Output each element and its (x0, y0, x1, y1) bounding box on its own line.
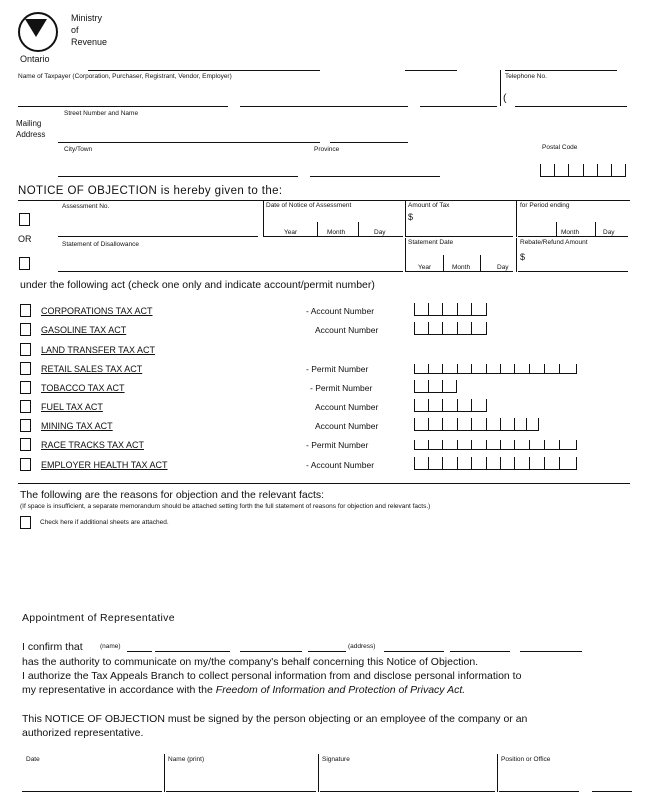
statement-date-field[interactable] (405, 271, 513, 272)
representative-address-field[interactable] (384, 651, 444, 652)
gasoline-act-label: GASOLINE TAX ACT (41, 325, 127, 335)
privacy-act-name: Freedom of Information and Protection of Privacy Act. (215, 684, 466, 696)
retail-sales-checkbox[interactable] (20, 362, 31, 375)
period-month-label: Month (561, 229, 580, 236)
assessment-checkbox[interactable] (19, 213, 30, 226)
additional-sheets-checkbox[interactable] (20, 516, 31, 529)
race-tracks-number-boxes[interactable] (414, 437, 577, 450)
address-hint: (address) (348, 643, 376, 650)
or-label: OR (18, 234, 32, 244)
period-ending-label: for Period ending (520, 202, 570, 209)
amount-of-tax-label: Amount of Tax (408, 202, 450, 209)
employer-health-act-label: EMPLOYER HEALTH TAX ACT (41, 460, 168, 470)
city-field[interactable] (58, 176, 298, 177)
under-act-instruction: under the following act (check one only and indicate account/permit number) (20, 279, 375, 291)
postal-code-boxes[interactable] (540, 164, 626, 177)
refund-amount-field[interactable] (518, 271, 628, 272)
city-label: City/Town (64, 146, 93, 153)
disallowance-label: Statement of Disallowance (62, 241, 139, 248)
ministry-line-2: of (71, 25, 79, 35)
mining-act-label: MINING TAX ACT (41, 421, 113, 431)
mining-number-boxes[interactable] (414, 418, 539, 431)
statement-year-label: Year (418, 264, 432, 271)
notice-month-label: Month (327, 229, 346, 236)
retail-sales-number-boxes[interactable] (414, 361, 577, 374)
land-transfer-act-label: LAND TRANSFER TAX ACT (41, 345, 156, 355)
privacy-line (22, 684, 465, 696)
fuel-act-label: FUEL TAX ACT (41, 402, 103, 412)
additional-sheets-label: Check here if additional sheets are attached. (40, 519, 169, 526)
refund-currency: $ (520, 252, 526, 262)
reasons-text-area[interactable] (18, 530, 630, 600)
telephone-label: Telephone No. (505, 73, 547, 80)
assessment-number-field[interactable] (58, 236, 258, 237)
fuel-number-boxes[interactable] (414, 399, 487, 412)
statement-day-label: Day (497, 264, 509, 271)
fuel-checkbox[interactable] (20, 400, 31, 413)
mining-checkbox[interactable] (20, 419, 31, 432)
mailing-label-line-2: Address (16, 130, 46, 139)
statement-date-label: Statement Date (408, 239, 454, 246)
signature-field[interactable] (320, 791, 495, 792)
employer-health-number-label: - Account Number (306, 460, 375, 470)
street-label: Street Number and Name (64, 110, 139, 117)
race-tracks-number-label: - Permit Number (306, 440, 369, 450)
authority-line: has the authority to communicate on my/the company's behalf concerning this Notice of Objection. (22, 656, 479, 668)
corporations-checkbox[interactable] (20, 304, 31, 317)
telephone-field[interactable] (515, 106, 627, 107)
race-tracks-act-label: RACE TRACKS TAX ACT (41, 440, 145, 450)
province-label: Ontario (20, 54, 50, 64)
position-field[interactable] (499, 791, 579, 792)
province-field[interactable] (310, 176, 440, 177)
ministry-line-1: Ministry (71, 13, 102, 23)
assessment-number-label: Assessment No. (62, 203, 110, 210)
gasoline-number-boxes[interactable] (414, 322, 487, 335)
name-print-field[interactable] (166, 791, 316, 792)
tobacco-number-boxes[interactable] (414, 380, 457, 393)
period-ending-field[interactable] (518, 236, 628, 237)
disallowance-checkbox[interactable] (19, 257, 30, 270)
privacy-line-prefix: my representative in accordance with the (22, 684, 213, 696)
province-field-label: Province (314, 146, 340, 153)
date-field[interactable] (22, 791, 162, 792)
trillium-icon (25, 19, 47, 37)
amount-field[interactable] (405, 236, 513, 237)
signing-statement-1: This NOTICE OF OBJECTION must be signed by the person objecting or an employee of the company or an (22, 713, 528, 725)
notice-day-label: Day (374, 229, 386, 236)
ministry-line-3: Revenue (71, 37, 108, 47)
statement-month-label: Month (452, 264, 471, 271)
taxpayer-name-label: Name of Taxpayer (Corporation, Purchaser, Registrant, Vendor, Employer) (18, 73, 232, 80)
refund-amount-label: Rebate/Refund Amount (520, 239, 588, 246)
mining-number-label: Account Number (315, 421, 379, 431)
notice-year-label: Year (284, 229, 298, 236)
tobacco-number-label: - Permit Number (310, 383, 373, 393)
name-hint: (name) (100, 643, 121, 650)
confirm-text: I confirm that (22, 641, 83, 653)
telephone-area-code: ( (503, 92, 507, 104)
retail-sales-number-label: - Permit Number (306, 364, 369, 374)
employer-health-checkbox[interactable] (20, 458, 31, 471)
taxpayer-name-field[interactable] (18, 106, 228, 107)
signature-label: Signature (322, 756, 350, 763)
mailing-label-line-1: Mailing (16, 119, 42, 128)
disallowance-field[interactable] (58, 271, 403, 272)
position-label: Position or Office (501, 756, 551, 763)
race-tracks-checkbox[interactable] (20, 438, 31, 451)
ministry-name (71, 12, 107, 48)
reasons-heading: The following are the reasons for objection and the relevant facts: (20, 489, 325, 501)
notice-heading: NOTICE OF OBJECTION is hereby given to the: (18, 185, 283, 197)
period-day-label: Day (603, 229, 615, 236)
gasoline-number-label: Account Number (315, 325, 379, 335)
signing-statement-2: authorized representative. (22, 727, 144, 739)
employer-health-number-boxes[interactable] (414, 457, 577, 470)
mailing-address-label (16, 118, 45, 140)
corporations-number-boxes[interactable] (414, 303, 487, 316)
date-of-notice-label: Date of Notice of Assessment (266, 202, 352, 209)
tobacco-act-label: TOBACCO TAX ACT (41, 383, 125, 393)
fuel-number-label: Account Number (315, 402, 379, 412)
representative-name-field[interactable] (155, 651, 230, 652)
representative-heading: Appointment of Representative (22, 612, 175, 624)
name-print-label: Name (print) (168, 756, 205, 763)
retail-sales-act-label: RETAIL SALES TAX ACT (41, 364, 143, 374)
postal-code-label: Postal Code (542, 144, 578, 151)
land-transfer-checkbox[interactable] (20, 343, 31, 356)
corporations-act-label: CORPORATIONS TAX ACT (41, 306, 153, 316)
authorize-line: I authorize the Tax Appeals Branch to collect personal information from and disclose personal information to (22, 670, 522, 682)
amount-currency: $ (408, 212, 414, 222)
tobacco-checkbox[interactable] (20, 381, 31, 394)
notice-date-field[interactable] (263, 236, 403, 237)
gasoline-checkbox[interactable] (20, 323, 31, 336)
street-field[interactable] (58, 142, 320, 143)
corporations-number-label: - Account Number (306, 306, 375, 316)
reasons-note: (If space is insufficient, a separate memorandum should be attached setting forth the full statement of reasons for objection and relevant facts.) (20, 503, 431, 510)
date-label: Date (26, 756, 40, 763)
